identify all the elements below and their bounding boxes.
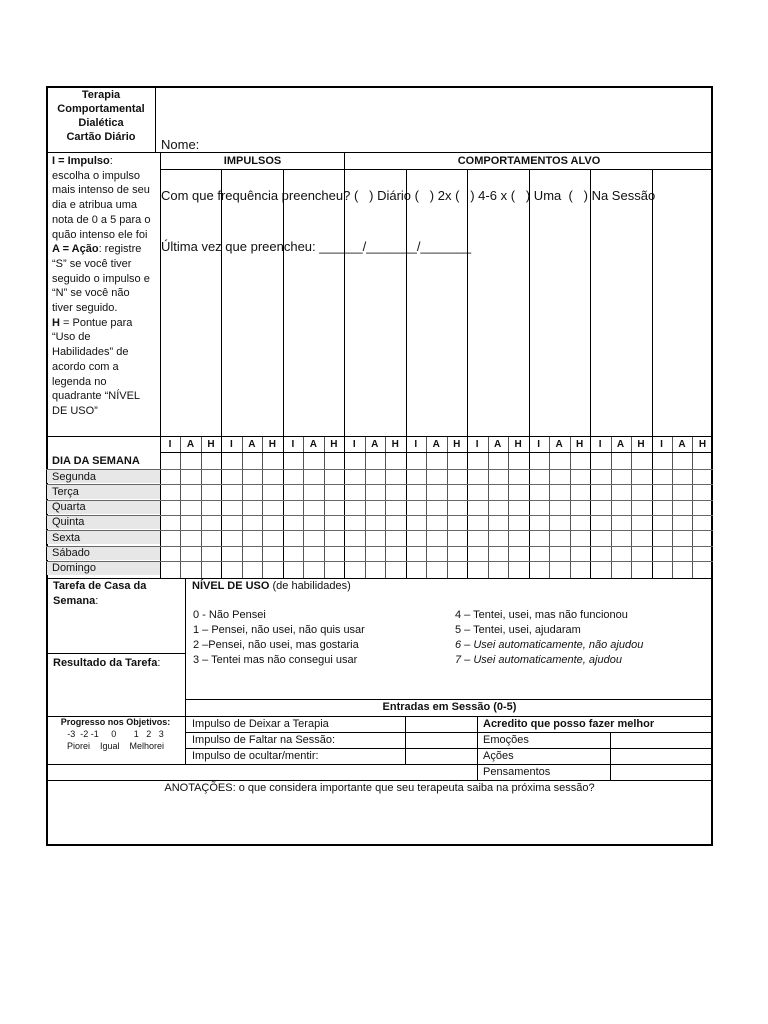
card-title — [48, 88, 154, 150]
grid-cell[interactable] — [693, 531, 711, 544]
day-label: Terça — [52, 485, 79, 498]
grid-cell[interactable] — [243, 470, 261, 483]
impulses-header: IMPULSOS — [223, 155, 282, 167]
grid-cell[interactable] — [489, 531, 507, 544]
better-emotions: Emoções — [483, 734, 529, 746]
grid-cell[interactable] — [304, 470, 322, 483]
iah-label: A — [432, 439, 440, 450]
skill-level-right — [455, 608, 710, 668]
grid-cell[interactable] — [693, 485, 711, 498]
session-entries-title: Entradas em Sessão (0-5) — [382, 701, 517, 713]
target-behavior-column[interactable] — [407, 170, 466, 435]
grid-cell[interactable] — [571, 470, 589, 483]
grid-cell[interactable] — [612, 470, 630, 483]
grid-cell[interactable] — [591, 531, 609, 544]
grid-cell[interactable] — [386, 547, 404, 560]
iah-label: I — [660, 439, 663, 450]
skills-key: H — [52, 316, 60, 329]
iah-label: H — [268, 439, 276, 450]
grid-cell[interactable] — [632, 516, 650, 529]
grid-cell[interactable] — [489, 562, 507, 575]
grid-cell[interactable] — [448, 470, 466, 483]
grid-cell[interactable] — [632, 485, 650, 498]
grid-cell[interactable] — [509, 531, 527, 544]
grid-cell[interactable] — [530, 516, 548, 529]
grid-cell[interactable] — [427, 516, 445, 529]
day-label: Quarta — [52, 501, 86, 514]
grid-cell[interactable] — [509, 470, 527, 483]
iah-label: I — [414, 439, 418, 450]
grid-cell[interactable] — [632, 562, 650, 575]
grid-cell[interactable] — [366, 470, 384, 483]
grid-cell[interactable] — [591, 501, 609, 514]
iah-label: H — [698, 439, 707, 450]
grid-cell[interactable] — [304, 531, 322, 544]
grid-cell[interactable] — [243, 485, 261, 498]
iah-label: I — [475, 439, 479, 450]
iah-label: H — [453, 439, 461, 450]
iah-label: A — [555, 439, 563, 450]
progress-scale[interactable]: -3 -2 -1 0 1 2 3 — [67, 729, 164, 739]
iah-label: I — [230, 439, 233, 450]
grid-cell[interactable] — [386, 485, 404, 498]
skill-level-title — [192, 579, 492, 594]
grid-cell[interactable] — [345, 531, 363, 544]
grid-cell[interactable] — [632, 547, 650, 560]
homework-task-label — [53, 579, 183, 609]
grid-cell[interactable] — [407, 470, 425, 483]
grid-cell[interactable] — [530, 470, 548, 483]
grid-cell[interactable] — [550, 501, 568, 514]
grid-cell[interactable] — [243, 531, 261, 544]
grid-cell[interactable] — [571, 562, 589, 575]
grid-cell[interactable] — [366, 485, 384, 498]
grid-cell[interactable] — [612, 547, 630, 560]
grid-cell[interactable] — [509, 562, 527, 575]
grid-cell[interactable] — [612, 485, 630, 498]
grid-cell[interactable] — [407, 547, 425, 560]
grid-cell[interactable] — [653, 501, 671, 514]
iah-label: H — [330, 439, 338, 450]
grid-cell[interactable] — [489, 485, 507, 498]
impulse-column[interactable] — [161, 170, 220, 435]
grid-cell[interactable] — [304, 547, 322, 560]
grid-cell[interactable] — [693, 501, 711, 514]
grid-cell[interactable] — [181, 531, 199, 544]
grid-cell[interactable] — [222, 516, 240, 529]
iah-label: H — [575, 439, 584, 450]
card-title-line-3: Dialética — [78, 117, 124, 129]
grid-cell[interactable] — [325, 470, 343, 483]
level-3: 3 – Tentei mas não consegui usar — [193, 654, 358, 666]
grid-cell[interactable] — [653, 562, 671, 575]
level-7: 7 – Usei automaticamente, ajudou — [455, 654, 622, 666]
grid-cell[interactable] — [612, 562, 630, 575]
grid-cell[interactable] — [222, 531, 240, 544]
grid-cell[interactable] — [530, 501, 548, 514]
target-behaviors-header: COMPORTAMENTOS ALVO — [457, 155, 601, 167]
grid-cell[interactable] — [427, 562, 445, 575]
grid-cell[interactable] — [304, 516, 322, 529]
grid-cell[interactable] — [448, 516, 466, 529]
grid-cell[interactable] — [468, 562, 486, 575]
day-label: Segunda — [52, 470, 97, 483]
grid-cell[interactable] — [509, 547, 527, 560]
grid-cell[interactable] — [386, 531, 404, 544]
homework-task-text: Tarefa de Casa da Semana — [53, 580, 147, 607]
grid-cell[interactable] — [591, 470, 609, 483]
homework-task-colon: : — [95, 595, 99, 607]
grid-cell[interactable] — [550, 516, 568, 529]
grid-cell[interactable] — [161, 516, 179, 529]
grid-cell[interactable] — [448, 547, 466, 560]
progress-scale-labels: Piorei Igual Melhorei — [66, 741, 165, 751]
target-behavior-column[interactable] — [653, 170, 712, 435]
grid-cell[interactable] — [181, 547, 199, 560]
grid-cell[interactable] — [243, 501, 261, 514]
grid-cell[interactable] — [202, 547, 220, 560]
instructions-text — [52, 154, 152, 419]
grid-cell[interactable] — [571, 501, 589, 514]
grid-cell[interactable] — [263, 562, 281, 575]
grid-cell[interactable] — [345, 485, 363, 498]
card-title-line-4: Cartão Diário — [66, 131, 136, 143]
target-behavior-column[interactable] — [530, 170, 589, 435]
grid-cell[interactable] — [591, 547, 609, 560]
grid-cell[interactable] — [632, 501, 650, 514]
grid-cell[interactable] — [693, 470, 711, 483]
grid-cell[interactable] — [673, 547, 691, 560]
card-title-line-1: Terapia — [81, 89, 121, 101]
grid-cell[interactable] — [407, 516, 425, 529]
level-6: 6 – Usei automaticamente, não ajudou — [455, 639, 644, 651]
notes-prompt: ANOTAÇÕES: o que considera importante que seu terapeuta saiba na próxima sessão? — [164, 782, 595, 794]
iah-label: A — [248, 439, 256, 450]
grid-cell[interactable] — [530, 547, 548, 560]
day-of-week-header: DIA DA SEMANA — [52, 455, 140, 467]
grid-cell[interactable] — [427, 470, 445, 483]
grid-cell[interactable] — [161, 531, 179, 544]
grid-cell[interactable] — [407, 485, 425, 498]
impulse-miss-session: Impulso de Faltar na Sessão: — [192, 734, 336, 746]
grid-cell[interactable] — [202, 501, 220, 514]
skill-level-subtitle: (de habilidades) — [269, 580, 351, 592]
grid-cell[interactable] — [427, 531, 445, 544]
grid-cell[interactable] — [407, 501, 425, 514]
grid-cell[interactable] — [673, 485, 691, 498]
impulse-column[interactable] — [284, 170, 343, 435]
progress-title: Progresso nos Objetivos: — [60, 717, 171, 727]
grid-cell[interactable] — [653, 516, 671, 529]
grid-cell[interactable] — [284, 485, 302, 498]
grid-cell[interactable] — [571, 547, 589, 560]
iah-label: A — [678, 439, 686, 450]
grid-cell[interactable] — [345, 470, 363, 483]
grid-cell[interactable] — [325, 516, 343, 529]
grid-cell[interactable] — [284, 501, 302, 514]
grid-cell[interactable] — [161, 547, 179, 560]
grid-cell[interactable] — [673, 531, 691, 544]
iah-label: I — [537, 439, 541, 450]
grid-cell[interactable] — [386, 562, 404, 575]
grid-cell[interactable] — [284, 531, 302, 544]
grid-cell[interactable] — [263, 547, 281, 560]
grid-cell[interactable] — [181, 562, 199, 575]
grid-cell[interactable] — [366, 516, 384, 529]
grid-cell[interactable] — [345, 547, 363, 560]
notes-area[interactable] — [48, 797, 711, 844]
grid-cell[interactable] — [468, 485, 486, 498]
grid-cell[interactable] — [653, 531, 671, 544]
grid-cell[interactable] — [632, 531, 650, 544]
last-filled-field[interactable]: Última vez que preencheu: ______/_______/_______ — [161, 239, 472, 254]
grid-cell[interactable] — [222, 547, 240, 560]
grid-cell[interactable] — [468, 501, 486, 514]
grid-cell[interactable] — [653, 547, 671, 560]
grid-cell[interactable] — [468, 531, 486, 544]
grid-cell[interactable] — [509, 516, 527, 529]
grid-cell[interactable] — [325, 562, 343, 575]
grid-cell[interactable] — [509, 501, 527, 514]
grid-cell[interactable] — [263, 516, 281, 529]
iah-label: A — [371, 439, 379, 450]
grid-cell[interactable] — [366, 562, 384, 575]
grid-cell[interactable] — [202, 531, 220, 544]
grid-cell[interactable] — [468, 470, 486, 483]
grid-cell[interactable] — [181, 485, 199, 498]
grid-cell[interactable] — [612, 516, 630, 529]
grid-cell[interactable] — [550, 470, 568, 483]
grid-cell[interactable] — [325, 547, 343, 560]
impulse-hide-lie: Impulso de ocultar/mentir: — [192, 750, 319, 762]
grid-cell[interactable] — [386, 470, 404, 483]
grid-cell[interactable] — [673, 470, 691, 483]
grid-cell[interactable] — [386, 516, 404, 529]
grid-cell[interactable] — [673, 562, 691, 575]
grid-cell[interactable] — [304, 562, 322, 575]
grid-cell[interactable] — [222, 562, 240, 575]
iah-label: I — [598, 439, 602, 450]
grid-cell[interactable] — [202, 470, 220, 483]
grid-cell[interactable] — [591, 485, 609, 498]
grid-cell[interactable] — [591, 516, 609, 529]
grid-cell[interactable] — [653, 485, 671, 498]
skill-level-title-bold: NÍVEL DE USO — [192, 580, 270, 592]
grid-cell[interactable] — [653, 470, 671, 483]
grid-cell[interactable] — [591, 562, 609, 575]
grid-cell[interactable] — [612, 501, 630, 514]
grid-cell[interactable] — [427, 501, 445, 514]
grid-cell[interactable] — [284, 547, 302, 560]
grid-cell[interactable] — [345, 562, 363, 575]
target-behavior-column[interactable] — [591, 170, 650, 435]
grid-cell[interactable] — [489, 501, 507, 514]
frequency-field[interactable]: Com que frequência preencheu? ( ) Diário ( ) 2x ( ) 4-6 x ( ) Uma ( ) Na Sessão — [161, 188, 656, 203]
grid-cell[interactable] — [571, 485, 589, 498]
iah-label: I — [168, 439, 172, 450]
action-key: A = Ação — [52, 243, 99, 256]
homework-result-label — [53, 656, 183, 671]
homework-result-text: Resultado da Tarefa — [53, 657, 158, 669]
day-label: Sexta — [52, 531, 81, 544]
grid-cell[interactable] — [448, 531, 466, 544]
grid-cell[interactable] — [448, 485, 466, 498]
grid-cell[interactable] — [571, 516, 589, 529]
level-2: 2 –Pensei, não usei, mas gostaria — [193, 639, 359, 651]
grid-cell[interactable] — [345, 516, 363, 529]
iah-label: A — [494, 439, 502, 450]
grid-cell[interactable] — [284, 470, 302, 483]
grid-cell[interactable] — [263, 501, 281, 514]
iah-label: A — [186, 439, 195, 450]
grid-cell[interactable] — [407, 562, 425, 575]
level-4: 4 – Tentei, usei, mas não funcionou — [455, 609, 628, 621]
name-field-label[interactable]: Nome: — [161, 137, 200, 152]
grid-cell[interactable] — [468, 547, 486, 560]
grid-cell[interactable] — [263, 531, 281, 544]
grid-cell[interactable] — [468, 516, 486, 529]
grid-cell[interactable] — [202, 562, 220, 575]
grid-cell[interactable] — [263, 485, 281, 498]
grid-cell[interactable] — [550, 485, 568, 498]
grid-cell[interactable] — [693, 547, 711, 560]
grid-cell[interactable] — [427, 485, 445, 498]
grid-cell[interactable] — [222, 485, 240, 498]
grid-cell[interactable] — [325, 485, 343, 498]
grid-cell[interactable] — [284, 516, 302, 529]
better-actions: Ações — [483, 750, 514, 762]
grid-cell[interactable] — [673, 501, 691, 514]
impulse-quit-therapy: Impulso de Deixar a Terapia — [192, 718, 329, 730]
grid-cell[interactable] — [345, 501, 363, 514]
grid-cell[interactable] — [325, 501, 343, 514]
grid-cell[interactable] — [366, 501, 384, 514]
grid-cell[interactable] — [530, 485, 548, 498]
grid-cell[interactable] — [243, 516, 261, 529]
grid-cell[interactable] — [161, 485, 179, 498]
grid-cell[interactable] — [632, 470, 650, 483]
grid-cell[interactable] — [181, 470, 199, 483]
grid-cell[interactable] — [304, 501, 322, 514]
iah-label: A — [309, 439, 317, 450]
grid-cell[interactable] — [530, 562, 548, 575]
grid-cell[interactable] — [550, 547, 568, 560]
grid-cell[interactable] — [181, 516, 199, 529]
day-label: Quinta — [52, 516, 85, 529]
grid-cell[interactable] — [427, 547, 445, 560]
level-0: 0 - Não Pensei — [193, 609, 266, 621]
grid-cell[interactable] — [509, 485, 527, 498]
skills-description: = Pontue para “Uso de Habilidades” de acordo com a legenda no quadrante “NÍVEL DE USO” — [52, 316, 140, 417]
impulse-description: : escolha o impulso mais intenso de seu dia e atribua uma nota de 0 a 5 para o quão intenso ele foi — [52, 155, 151, 241]
iah-label: I — [352, 439, 356, 450]
grid-cell[interactable] — [693, 562, 711, 575]
iah-label: H — [514, 439, 522, 450]
action-description: : registre “S” se você tiver seguido o impulso e “N” se você não tiver seguido. — [52, 243, 150, 315]
grid-cell[interactable] — [222, 501, 240, 514]
grid-cell[interactable] — [161, 501, 179, 514]
grid-cell[interactable] — [489, 516, 507, 529]
iah-label: H — [637, 439, 645, 450]
card-title-line-2: Comportamental — [57, 103, 145, 115]
grid-cell[interactable] — [530, 531, 548, 544]
grid-cell[interactable] — [304, 485, 322, 498]
grid-cell[interactable] — [243, 562, 261, 575]
grid-cell[interactable] — [550, 562, 568, 575]
grid-cell[interactable] — [489, 547, 507, 560]
grid-cell[interactable] — [161, 470, 179, 483]
grid-cell[interactable] — [386, 501, 404, 514]
iah-label: H — [391, 439, 399, 450]
grid-cell[interactable] — [366, 531, 384, 544]
homework-result-colon: : — [157, 657, 161, 669]
iah-label: A — [616, 439, 625, 450]
level-5: 5 – Tentei, usei, ajudaram — [455, 624, 581, 636]
impulse-column[interactable] — [222, 170, 281, 435]
iah-label: H — [207, 439, 215, 450]
grid-cell[interactable] — [161, 562, 179, 575]
grid-cell[interactable] — [612, 531, 630, 544]
grid-cell[interactable] — [366, 547, 384, 560]
grid-cell[interactable] — [550, 531, 568, 544]
grid-cell[interactable] — [181, 501, 199, 514]
grid-cell[interactable] — [284, 562, 302, 575]
grid-cell[interactable] — [325, 531, 343, 544]
level-1: 1 – Pensei, não usei, não quis usar — [193, 624, 365, 636]
day-label: Sábado — [52, 547, 90, 559]
day-label: Domingo — [52, 562, 97, 575]
grid-cell[interactable] — [202, 516, 220, 529]
grid-cell[interactable] — [693, 516, 711, 529]
skill-level-left — [193, 608, 443, 668]
target-behavior-column[interactable] — [345, 170, 404, 435]
grid-cell[interactable] — [263, 470, 281, 483]
impulse-key: I = Impulso — [52, 155, 110, 167]
better-thoughts: Pensamentos — [483, 766, 551, 778]
grid-cell[interactable] — [448, 562, 466, 575]
grid-cell[interactable] — [202, 485, 220, 498]
target-behavior-column[interactable] — [468, 170, 527, 435]
iah-label: I — [291, 439, 295, 450]
grid-cell[interactable] — [571, 531, 589, 544]
grid-cell[interactable] — [448, 501, 466, 514]
grid-cell[interactable] — [222, 470, 240, 483]
can-do-better-header: Acredito que posso fazer melhor — [483, 718, 655, 730]
grid-cell[interactable] — [243, 547, 261, 560]
grid-cell[interactable] — [673, 516, 691, 529]
grid-cell[interactable] — [489, 470, 507, 483]
grid-cell[interactable] — [407, 531, 425, 544]
